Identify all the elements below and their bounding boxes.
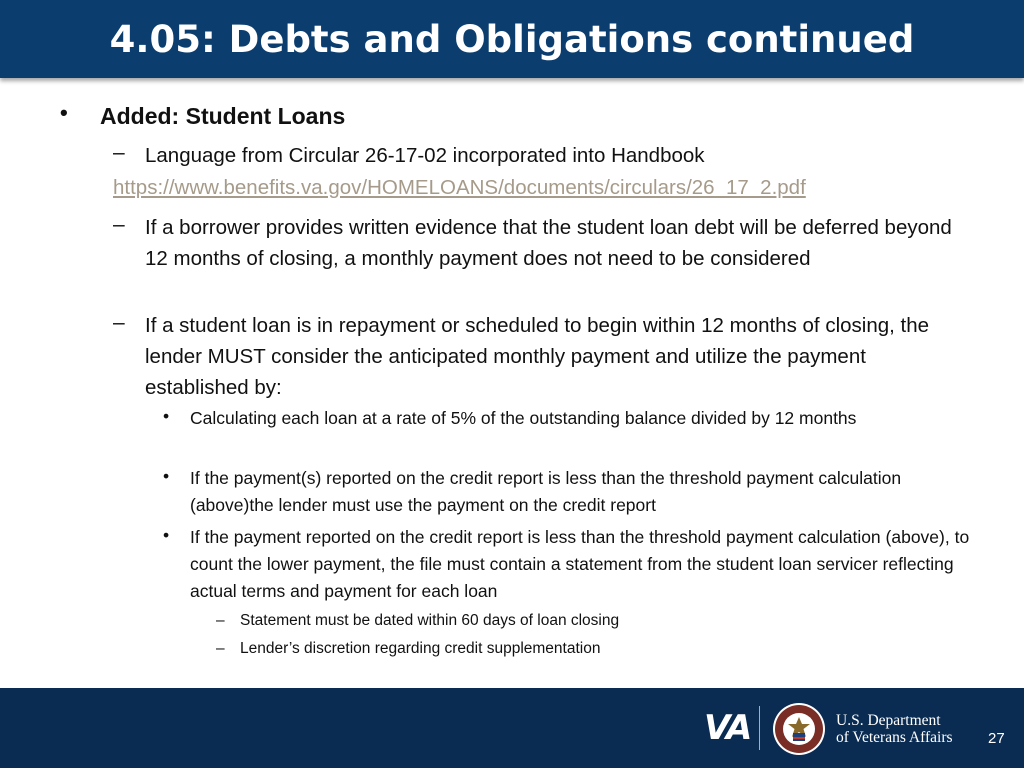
dash-icon: – [113,141,125,164]
item-repayment: If a student loan is in repayment or scheduled to begin within 12 months of closing, the lender MUST consider the anticipated monthly payment and utilize the payment established by: [145,314,930,399]
va-seal-icon [772,702,826,756]
sub-sub-item: Statement must be dated within 60 days of loan closing [240,612,620,629]
sub-bullet: If the payment reported on the credit report is less than the threshold payment calculation (above), to count the lower payment, the file must contain a statement from the student loan servicer reflecting actual terms and payment for each loan [190,527,970,601]
sub-bullet: Calculating each loan at a rate of 5% of the outstanding balance divided by 12 months [190,408,857,428]
sub-bullet: If the payment(s) reported on the credit report is less than the threshold payment calculation (above)the lender must use the payment on the credit report [190,468,902,515]
department-line-1: U.S. Department [836,712,941,729]
bullet-icon: • [60,100,68,125]
circular-link[interactable]: https://www.benefits.va.gov/HOMELOANS/documents/circulars/26_17_2.pdf [113,176,806,199]
bullet-icon: • [163,525,170,545]
va-logo: VA [704,708,751,748]
dash-icon: – [216,612,225,629]
department-name [836,712,953,746]
sub-sub-item: Lender’s discretion regarding credit supplementation [240,640,601,657]
logo-divider [759,706,760,750]
bullet-icon: • [163,406,170,426]
slide-title: 4.05: Debts and Obligations continued [109,17,915,61]
department-line-2: of Veterans Affairs [836,729,953,746]
bullet-icon: • [163,466,170,486]
dash-icon: – [113,213,125,236]
footer-bar [0,688,1024,768]
item-deferred: If a borrower provides written evidence that the student loan debt will be deferred beyond 12 months of closing, a monthly payment does not need to be considered [145,216,952,270]
page-number: 27 [988,730,1005,747]
dash-icon: – [216,640,225,657]
main-bullet-text: Added: Student Loans [100,103,346,129]
dash-icon: – [113,311,125,334]
item-language: Language from Circular 26-17-02 incorporated into Handbook [145,144,705,167]
